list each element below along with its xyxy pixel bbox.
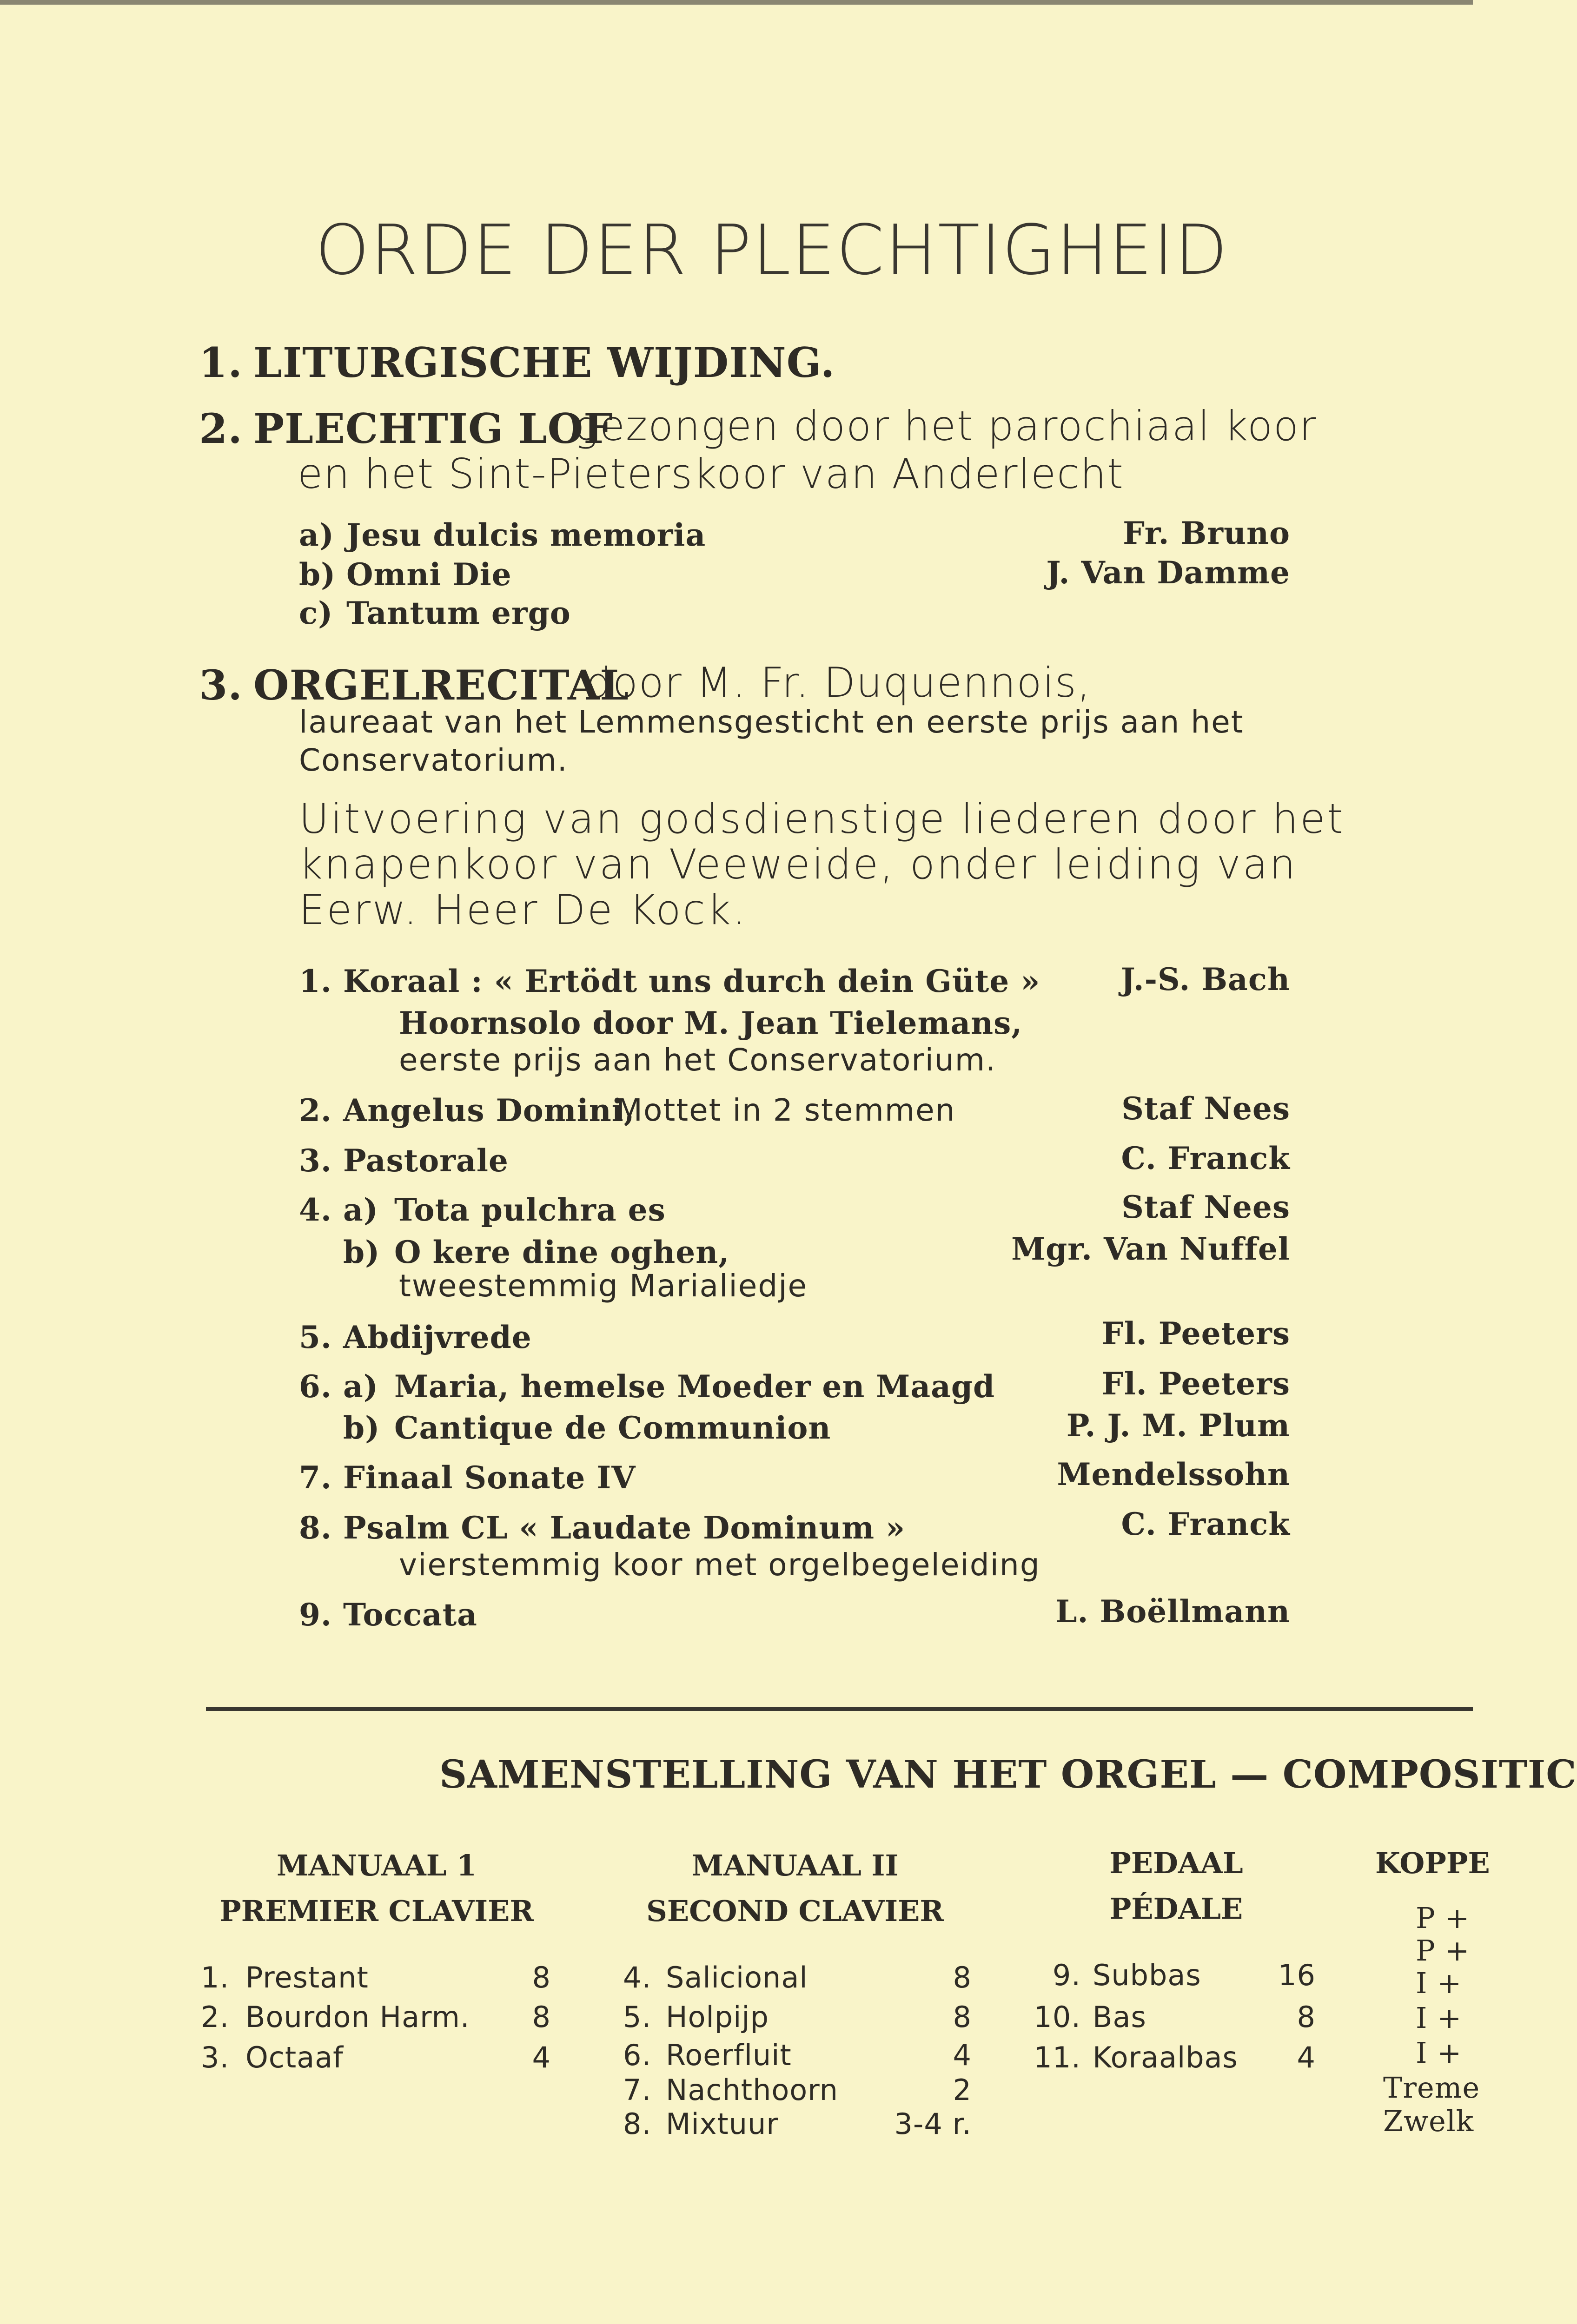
piece-c-label: c) xyxy=(299,595,333,631)
item-2-heading: PLECHTIG LOF xyxy=(253,404,613,453)
program-2-title: Angelus Domini, xyxy=(343,1092,635,1129)
program-6b-label: b) xyxy=(343,1410,380,1446)
piece-b-label: b) xyxy=(299,556,336,593)
manuaal-1-title: MANUAAL 1 xyxy=(276,1849,477,1882)
program-1-line3: eerste prijs aan het Conservatorium. xyxy=(399,1042,997,1078)
program-9-composer: L. Boëllmann xyxy=(1055,1593,1290,1630)
program-8-title: Psalm CL « Laudate Dominum » xyxy=(343,1510,906,1546)
stop-8-number: 8. xyxy=(623,2107,652,2141)
program-5-title: Abdijvrede xyxy=(343,1319,532,1355)
program-1-title: Koraal : « Ertödt uns durch dein Güte » xyxy=(343,963,1040,999)
stop-7-size: 2 xyxy=(953,2073,972,2107)
item-3-heading: ORGELRECITAL xyxy=(253,661,629,709)
stop-8-name: Mixtuur xyxy=(666,2107,779,2141)
piece-a-title: Jesu dulcis memoria xyxy=(346,517,706,553)
organ-section-title: SAMENSTELLING VAN HET ORGEL — COMPOSITIC xyxy=(439,1752,1577,1797)
piece-a-composer: Fr. Bruno xyxy=(1123,515,1290,551)
stop-2-name: Bourdon Harm. xyxy=(245,2000,470,2034)
stop-5-number: 5. xyxy=(623,2000,652,2034)
program-2-composer: Staf Nees xyxy=(1121,1090,1290,1127)
stop-4-number: 4. xyxy=(623,1961,652,1994)
program-4-number: 4. xyxy=(299,1192,332,1228)
program-4a-label: a) xyxy=(343,1192,378,1228)
program-6-number: 6. xyxy=(299,1368,332,1405)
stop-1-size: 8 xyxy=(532,1961,551,1994)
coupler-item: P + xyxy=(1416,1934,1470,1967)
coupler-item: Zwelk xyxy=(1383,2104,1474,2138)
program-1-composer: J.-S. Bach xyxy=(1120,961,1290,997)
program-4b-title: O kere dine oghen, xyxy=(394,1234,730,1270)
program-3-title: Pastorale xyxy=(343,1142,509,1179)
stop-9-number: 9. xyxy=(1052,1958,1081,1992)
pedaal-heading xyxy=(1083,1841,1269,1932)
program-3-composer: C. Franck xyxy=(1121,1140,1290,1176)
stop-3-name: Octaaf xyxy=(245,2040,344,2074)
coupler-item: I + xyxy=(1416,2036,1462,2070)
stop-11-name: Koraalbas xyxy=(1093,2040,1238,2074)
item-2-number: 2. xyxy=(199,404,243,453)
stop-6-size: 4 xyxy=(953,2038,972,2072)
stop-6-number: 6. xyxy=(623,2038,652,2072)
coupler-item: Treme xyxy=(1383,2071,1480,2105)
program-7-title: Finaal Sonate IV xyxy=(343,1459,636,1496)
program-2-number: 2. xyxy=(299,1092,332,1129)
stop-7-number: 7. xyxy=(623,2073,652,2107)
program-4b-label: b) xyxy=(343,1234,380,1270)
stop-4-size: 8 xyxy=(953,1961,972,1994)
coupler-item: I + xyxy=(1416,1966,1462,2000)
program-4b-composer: Mgr. Van Nuffel xyxy=(1011,1231,1290,1267)
program-9-title: Toccata xyxy=(343,1597,477,1633)
program-6a-label: a) xyxy=(343,1368,378,1405)
item-2-description: gezongen door het parochiaal koor xyxy=(574,402,1317,450)
program-2-subtitle: Mottet in 2 stemmen xyxy=(616,1092,956,1128)
stop-9-size: 16 xyxy=(1278,1958,1316,1992)
coupler-item: P + xyxy=(1416,1901,1470,1935)
item-2-description-line2: en het Sint-Pieterskoor van Anderlecht xyxy=(298,450,1124,498)
stop-11-size: 4 xyxy=(1297,2040,1316,2074)
stop-9-name: Subbas xyxy=(1093,1958,1201,1992)
program-6a-title: Maria, hemelse Moeder en Maagd xyxy=(394,1368,995,1405)
program-9-number: 9. xyxy=(299,1597,332,1633)
piece-b-composer: J. Van Damme xyxy=(1046,555,1290,591)
manuaal-1-subtitle: PREMIER CLAVIER xyxy=(219,1894,534,1928)
stop-10-size: 8 xyxy=(1297,2000,1316,2034)
program-8-line2: vierstemmig koor met orgelbegeleiding xyxy=(399,1547,1040,1583)
stop-1-number: 1. xyxy=(201,1961,230,1994)
program-6b-composer: P. J. M. Plum xyxy=(1066,1407,1290,1444)
program-4b-line2: tweestemmig Marialiedje xyxy=(399,1268,808,1304)
stop-8-size: 3-4 r. xyxy=(894,2107,972,2141)
stop-10-number: 10. xyxy=(1034,2000,1081,2034)
program-4a-composer: Staf Nees xyxy=(1121,1189,1290,1225)
coupler-item: I + xyxy=(1416,2001,1462,2035)
item-1-number: 1. xyxy=(199,338,243,387)
pedaal-subtitle: PÉDALE xyxy=(1109,1892,1243,1926)
program-4a-title: Tota pulchra es xyxy=(394,1192,666,1228)
program-6b-title: Cantique de Communion xyxy=(394,1410,831,1446)
stop-7-name: Nachthoorn xyxy=(666,2073,838,2107)
program-1-line2: Hoornsolo door M. Jean Tielemans, xyxy=(399,1005,1023,1041)
program-6a-composer: Fl. Peeters xyxy=(1101,1366,1290,1402)
manuaal-1-heading xyxy=(205,1843,549,1934)
stop-5-name: Holpijp xyxy=(666,2000,769,2034)
stop-5-size: 8 xyxy=(953,2000,972,2034)
program-7-number: 7. xyxy=(299,1459,332,1496)
manuaal-2-heading xyxy=(621,1843,969,1934)
performance-paragraph-line2: knapenkoor van Veeweide, onder leiding van xyxy=(299,840,1298,888)
item-3-subtext-line2: Conservatorium. xyxy=(299,742,568,778)
item-1-heading: LITURGISCHE WIJDING. xyxy=(253,338,835,387)
stop-11-number: 11. xyxy=(1034,2040,1081,2074)
stop-6-name: Roerfluit xyxy=(666,2038,792,2072)
item-3-number: 3. xyxy=(199,661,243,709)
performance-paragraph-line1: Uitvoering van godsdienstige liederen door het xyxy=(299,795,1345,843)
manuaal-2-subtitle: SECOND CLAVIER xyxy=(646,1894,944,1928)
stop-4-name: Salicional xyxy=(666,1961,808,1994)
section-divider xyxy=(206,1707,1473,1711)
item-3-subtext: laureaat van het Lemmensgesticht en eerste prijs aan het xyxy=(299,704,1244,740)
piece-a-label: a) xyxy=(299,517,334,553)
koppel-heading: KOPPE xyxy=(1375,1846,1490,1880)
stop-2-number: 2. xyxy=(201,2000,230,2034)
program-1-number: 1. xyxy=(299,963,332,999)
stop-2-size: 8 xyxy=(532,2000,551,2034)
page-title: ORDE DER PLECHTIGHEID xyxy=(315,210,1229,290)
program-8-number: 8. xyxy=(299,1510,332,1546)
item-3-description: door M. Fr. Duquennois, xyxy=(586,659,1091,706)
manuaal-2-title: MANUAAL II xyxy=(691,1849,899,1882)
program-5-composer: Fl. Peeters xyxy=(1101,1315,1290,1352)
performance-paragraph-line3: Eerw. Heer De Kock. xyxy=(299,886,748,934)
piece-b-title: Omni Die xyxy=(346,556,512,593)
stop-3-size: 4 xyxy=(532,2040,551,2074)
program-8-composer: C. Franck xyxy=(1121,1506,1290,1542)
piece-c-title: Tantum ergo xyxy=(346,595,571,631)
stop-1-name: Prestant xyxy=(245,1961,369,1994)
stop-10-name: Bas xyxy=(1093,2000,1146,2034)
program-3-number: 3. xyxy=(299,1142,332,1179)
top-border-line xyxy=(0,0,1473,5)
program-7-composer: Mendelssohn xyxy=(1057,1456,1290,1492)
pedaal-title: PEDAAL xyxy=(1109,1846,1243,1880)
stop-3-number: 3. xyxy=(201,2040,230,2074)
program-5-number: 5. xyxy=(299,1319,332,1355)
